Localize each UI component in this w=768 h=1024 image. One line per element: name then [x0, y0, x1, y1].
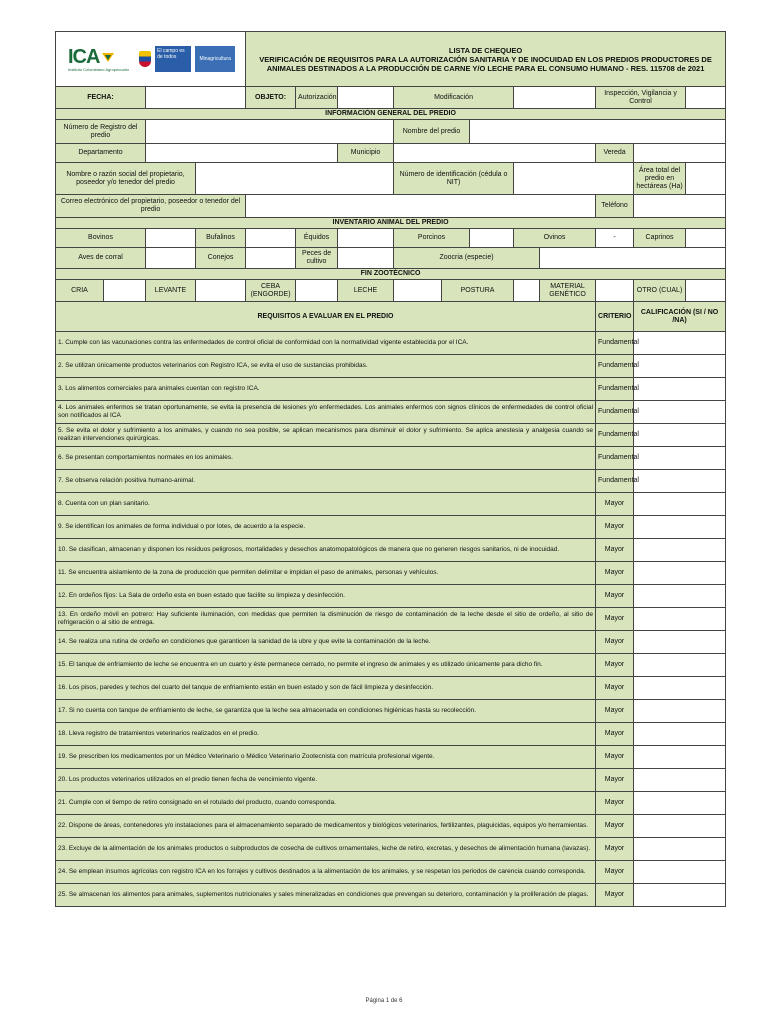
aves-label: Aves de corral	[56, 248, 146, 269]
bufalinos-label: Bufalinos	[196, 229, 246, 248]
area-label: Área total del predio en hectáreas (Ha)	[634, 163, 686, 195]
fecha-field[interactable]	[146, 87, 246, 109]
requisito-row	[56, 815, 726, 838]
ica-subtitle: Instituto Colombiano Agropecuario	[68, 66, 130, 72]
objeto-label: OBJETO:	[246, 87, 296, 109]
otro-label: OTRO (CUAL)	[634, 280, 686, 302]
requisito-criterio: Mayor	[596, 792, 634, 815]
modificacion-label: Modificación	[394, 87, 514, 109]
requisito-text: 15. El tanque de enfriamiento de leche se encuentra en un cuarto y éste permanece cerrado, no permite el ingreso de animales y es utilizado únicamente para dicho fin.	[56, 654, 596, 677]
ivc-label: Inspección, Vigilancia y Control	[596, 87, 686, 109]
requisito-row	[56, 792, 726, 815]
requisito-criterio: Fundamental	[596, 332, 634, 355]
requisito-row	[56, 838, 726, 861]
colombia-shield-icon	[139, 51, 151, 67]
requisito-text: 24. Se emplean insumos agrícolas con registro ICA en los forrajes y cultivos destinados a la alimentación de los animales, y se respetan los periodos de carencia cuando corresponda.	[56, 861, 596, 884]
requisito-criterio: Mayor	[596, 585, 634, 608]
requisito-row	[56, 493, 726, 516]
material-label: MATERIAL GENÉTICO	[540, 280, 596, 302]
requisito-text: 3. Los alimentos comerciales para animales cuentan con registro ICA.	[56, 378, 596, 401]
area-field[interactable]	[686, 163, 726, 195]
requisito-row	[56, 746, 726, 769]
document-title	[246, 32, 726, 87]
levante-label: LEVANTE	[146, 280, 196, 302]
autorizacion-field[interactable]	[338, 87, 394, 109]
requisito-calificacion-field[interactable]	[634, 608, 726, 631]
requisito-row	[56, 631, 726, 654]
postura-label: POSTURA	[442, 280, 514, 302]
requisito-text: 10. Se clasifican, almacenan y disponen los residuos peligrosos, mortalidades y desechos anatomopatológicos de manera que no generen riesgos sanitarios, ni de inocuidad.	[56, 539, 596, 562]
identificacion-label: Número de identificación (cédula o NIT)	[394, 163, 514, 195]
requisitos-heading: REQUISITOS A EVALUAR EN EL PREDIO	[56, 302, 596, 332]
conejos-label: Conejos	[196, 248, 246, 269]
requisito-criterio: Mayor	[596, 746, 634, 769]
requisito-row	[56, 332, 726, 355]
requisito-criterio: Mayor	[596, 654, 634, 677]
nombre-predio-field[interactable]	[470, 120, 726, 144]
requisito-text: 1. Cumple con las vacunaciones contra las enfermedades de control oficial de conformidad con la normatividad vigente establecida por el ICA.	[56, 332, 596, 355]
requisito-criterio: Mayor	[596, 861, 634, 884]
equidos-label: Équidos	[296, 229, 338, 248]
requisito-calificacion-field[interactable]	[634, 700, 726, 723]
ministry-badge: Minagricultura	[195, 46, 235, 72]
requisito-row	[56, 447, 726, 470]
requisito-text: 20. Los productos veterinarios utilizados en el predio tienen fecha de vencimiento vigente.	[56, 769, 596, 792]
requisito-criterio: Fundamental	[596, 470, 634, 493]
requisito-calificacion-field[interactable]	[634, 723, 726, 746]
requisito-row	[56, 378, 726, 401]
requisito-calificacion-field[interactable]	[634, 792, 726, 815]
fecha-label: FECHA:	[56, 87, 146, 109]
requisito-text: 16. Los pisos, paredes y techos del cuarto del tanque de enfriamiento están en buen estado y son de fácil limpieza y desinfección.	[56, 677, 596, 700]
requisito-calificacion-field[interactable]	[634, 838, 726, 861]
requisito-criterio: Fundamental	[596, 447, 634, 470]
requisito-criterio: Mayor	[596, 516, 634, 539]
requisito-calificacion-field[interactable]	[634, 631, 726, 654]
razon-social-field[interactable]	[196, 163, 394, 195]
fin-heading: FIN ZOOTÉCNICO	[56, 269, 726, 280]
cria-field[interactable]	[104, 280, 146, 302]
requisitos-list	[56, 332, 726, 907]
requisito-calificacion-field[interactable]	[634, 424, 726, 447]
requisito-text: 8. Cuenta con un plan sanitario.	[56, 493, 596, 516]
telefono-label: Teléfono	[596, 195, 634, 218]
requisito-criterio: Fundamental	[596, 424, 634, 447]
page-number: Página 1 de 6	[365, 998, 403, 1004]
leche-label: LECHE	[338, 280, 394, 302]
autorizacion-label: Autorización	[296, 87, 338, 109]
registro-field[interactable]	[146, 120, 394, 144]
header-logos	[56, 32, 246, 87]
requisito-calificacion-field[interactable]	[634, 470, 726, 493]
requisito-row	[56, 884, 726, 907]
requisito-text: 14. Se realiza una rutina de ordeño en condiciones que garanticen la sanidad de la ubre y que evite la contaminación de la leche.	[56, 631, 596, 654]
requisito-text: 23. Excluye de la alimentación de los animales productos o subproductos de cosecha de cultivos ornamentales, leche de retiro, excretas, y desechos de alimentación humana (lavazas).	[56, 838, 596, 861]
bufalinos-field[interactable]	[246, 229, 296, 248]
requisito-criterio: Mayor	[596, 723, 634, 746]
porcinos-label: Porcinos	[394, 229, 470, 248]
zoocria-field[interactable]	[540, 248, 726, 269]
equidos-field[interactable]	[338, 229, 394, 248]
requisito-row	[56, 654, 726, 677]
caprinos-label: Caprinos	[634, 229, 686, 248]
requisito-text: 19. Se prescriben los medicamentos por un Médico Veterinario o Médico Veterinario Zootecnista con matrícula profesional vigente.	[56, 746, 596, 769]
checklist-table	[55, 31, 726, 907]
requisito-row	[56, 424, 726, 447]
requisito-criterio: Mayor	[596, 493, 634, 516]
zoocria-label: Zoocria (especie)	[394, 248, 540, 269]
ica-arrow-icon	[101, 50, 115, 64]
requisito-criterio: Mayor	[596, 608, 634, 631]
checklist-sheet	[55, 31, 725, 907]
razon-social-label: Nombre o razón social del propietario, poseedor y/o tenedor del predio	[56, 163, 196, 195]
requisito-calificacion-field[interactable]	[634, 332, 726, 355]
bovinos-label: Bovinos	[56, 229, 146, 248]
requisito-criterio: Mayor	[596, 838, 634, 861]
requisito-calificacion-field[interactable]	[634, 539, 726, 562]
requisito-calificacion-field[interactable]	[634, 677, 726, 700]
requisito-text: 2. Se utilizan únicamente productos veterinarios con Registro ICA, se evita el uso de sustancias prohibidas.	[56, 355, 596, 378]
requisito-calificacion-field[interactable]	[634, 746, 726, 769]
ceba-field[interactable]	[296, 280, 338, 302]
requisito-calificacion-field[interactable]	[634, 585, 726, 608]
departamento-field[interactable]	[146, 144, 338, 163]
requisito-row	[56, 539, 726, 562]
ivc-field[interactable]	[686, 87, 726, 109]
departamento-label: Departamento	[56, 144, 146, 163]
requisito-criterio: Mayor	[596, 815, 634, 838]
title-line-1: LISTA DE CHEQUEO	[448, 45, 523, 55]
requisito-row	[56, 470, 726, 493]
leche-field[interactable]	[394, 280, 442, 302]
nombre-predio-label: Nombre del predio	[394, 120, 470, 144]
requisito-row	[56, 861, 726, 884]
requisito-text: 18. Lleva registro de tratamientos veterinarios realizados en el predio.	[56, 723, 596, 746]
otro-field[interactable]	[686, 280, 726, 302]
registro-label: Número de Registro del predio	[56, 120, 146, 144]
modificacion-field[interactable]	[514, 87, 596, 109]
requisito-calificacion-field[interactable]	[634, 562, 726, 585]
requisito-row	[56, 608, 726, 631]
municipio-field[interactable]	[394, 144, 596, 163]
requisito-criterio: Mayor	[596, 539, 634, 562]
requisito-criterio: Mayor	[596, 884, 634, 907]
correo-field[interactable]	[246, 195, 596, 218]
requisito-row	[56, 516, 726, 539]
requisito-criterio: Fundamental	[596, 355, 634, 378]
identificacion-field[interactable]	[514, 163, 634, 195]
requisito-calificacion-field[interactable]	[634, 378, 726, 401]
requisito-calificacion-field[interactable]	[634, 769, 726, 792]
ica-logo: ICA	[68, 45, 100, 68]
requisito-text: 5. Se evita el dolor y sufrimiento a los animales, y cuando no sea posible, se aplican mecanismos para disminuir el dolor y sufrimiento. Se aplica anestesia y analgesia cuando se realizan intervenciones quirúrgicas.	[56, 424, 596, 447]
postura-field[interactable]	[514, 280, 540, 302]
ceba-label: CEBA (ENGORDE)	[246, 280, 296, 302]
material-field[interactable]	[596, 280, 634, 302]
requisito-text: 9. Se identifican los animales de forma individual o por lotes, de acuerdo a la especie.	[56, 516, 596, 539]
cria-label: CRIA	[56, 280, 104, 302]
requisito-criterio: Fundamental	[596, 378, 634, 401]
requisito-text: 4. Los animales enfermos se tratan oportunamente, se evita la presencia de lesiones y/o enfermedades. Los animales enfermos con signos clínicos de enfermedades de control oficial son notificados al ICA	[56, 401, 596, 424]
requisito-text: 13. En ordeño móvil en potrero: Hay suficiente iluminación, con medidas que permiten la disminución de riesgo de contaminación de la leche desde el sitio de ordeño, al sitio de refrigeración o al sitio de entrega.	[56, 608, 596, 631]
requisito-calificacion-field[interactable]	[634, 493, 726, 516]
requisito-criterio: Mayor	[596, 769, 634, 792]
aves-field[interactable]	[146, 248, 196, 269]
requisito-calificacion-field[interactable]	[634, 654, 726, 677]
requisito-row	[56, 677, 726, 700]
requisito-row	[56, 723, 726, 746]
requisito-calificacion-field[interactable]	[634, 861, 726, 884]
requisito-text: 17. Si no cuenta con tanque de enfriamiento de leche, se garantiza que la leche sea almacenada en condiciones higiénicas hasta su recolección.	[56, 700, 596, 723]
requisito-row	[56, 562, 726, 585]
requisito-row	[56, 585, 726, 608]
requisito-criterio: Fundamental	[596, 401, 634, 424]
requisito-text: 11. Se encuentra aislamiento de la zona de producción que permiten delimitar e impidan el paso de animales, personas y vehículos.	[56, 562, 596, 585]
peces-label: Peces de cultivo	[296, 248, 338, 269]
ovinos-field[interactable]: -	[596, 229, 634, 248]
municipio-label: Municipio	[338, 144, 394, 163]
criterio-heading: CRITERIO	[596, 302, 634, 332]
requisito-text: 25. Se almacenan los alimentos para animales, suplementos nutricionales y sales mineralizadas en condiciones que prevengan su deterioro, contaminación y la proliferación de plagas.	[56, 884, 596, 907]
requisito-criterio: Mayor	[596, 700, 634, 723]
bovinos-field[interactable]	[146, 229, 196, 248]
requisito-text: 6. Se presentan comportamientos normales en los animales.	[56, 447, 596, 470]
vereda-label: Vereda	[596, 144, 634, 163]
caprinos-field[interactable]	[686, 229, 726, 248]
requisito-row	[56, 355, 726, 378]
requisito-text: 7. Se observa relación positiva humano-animal.	[56, 470, 596, 493]
requisito-calificacion-field[interactable]	[634, 516, 726, 539]
peces-field[interactable]	[338, 248, 394, 269]
info-general-heading: INFORMACIÓN GENERAL DEL PREDIO	[56, 109, 726, 120]
requisito-criterio: Mayor	[596, 677, 634, 700]
calificacion-heading: CALIFICACIÓN (SI / NO /NA)	[634, 302, 726, 332]
requisito-text: 21. Cumple con el tiempo de retiro consignado en el rotulado del producto, cuando corresponda.	[56, 792, 596, 815]
requisito-text: 12. En ordeños fijos: La Sala de ordeño esta en buen estado que facilite su limpieza y desinfección.	[56, 585, 596, 608]
requisito-calificacion-field[interactable]	[634, 815, 726, 838]
inventario-heading: INVENTARIO ANIMAL DEL PREDIO	[56, 218, 726, 229]
requisito-calificacion-field[interactable]	[634, 884, 726, 907]
requisito-calificacion-field[interactable]	[634, 447, 726, 470]
conejos-field[interactable]	[246, 248, 296, 269]
correo-label: Correo electrónico del propietario, poseedor o tenedor del predio	[56, 195, 246, 218]
porcinos-field[interactable]	[470, 229, 514, 248]
telefono-field[interactable]	[634, 195, 726, 218]
ovinos-label: Ovinos	[514, 229, 596, 248]
requisito-row	[56, 700, 726, 723]
requisito-row	[56, 769, 726, 792]
requisito-calificacion-field[interactable]	[634, 355, 726, 378]
title-line-2: VERIFICACIÓN DE REQUISITOS PARA LA AUTORIZACIÓN SANITARIA Y DE INOCUIDAD EN LOS PREDIOS PRODUCTORES DE ANIMALES DESTINADOS A LA PRODUCCIÓN DE CARNE Y/O LECHE PARA EL CONSUMO HUMANO - RES. 115708 de 2021	[259, 54, 712, 73]
requisito-criterio: Mayor	[596, 562, 634, 585]
gov-badge: El campo es de todos	[155, 46, 191, 72]
requisito-calificacion-field[interactable]	[634, 401, 726, 424]
levante-field[interactable]	[196, 280, 246, 302]
requisito-text: 22. Dispone de áreas, contenedores y/o instalaciones para el almacenamiento separado de medicamentos y biológicos veterinarios, fertilizantes, plaguicidas, equipos y/o herramientas.	[56, 815, 596, 838]
vereda-field[interactable]	[634, 144, 726, 163]
requisito-row	[56, 401, 726, 424]
requisito-criterio: Mayor	[596, 631, 634, 654]
